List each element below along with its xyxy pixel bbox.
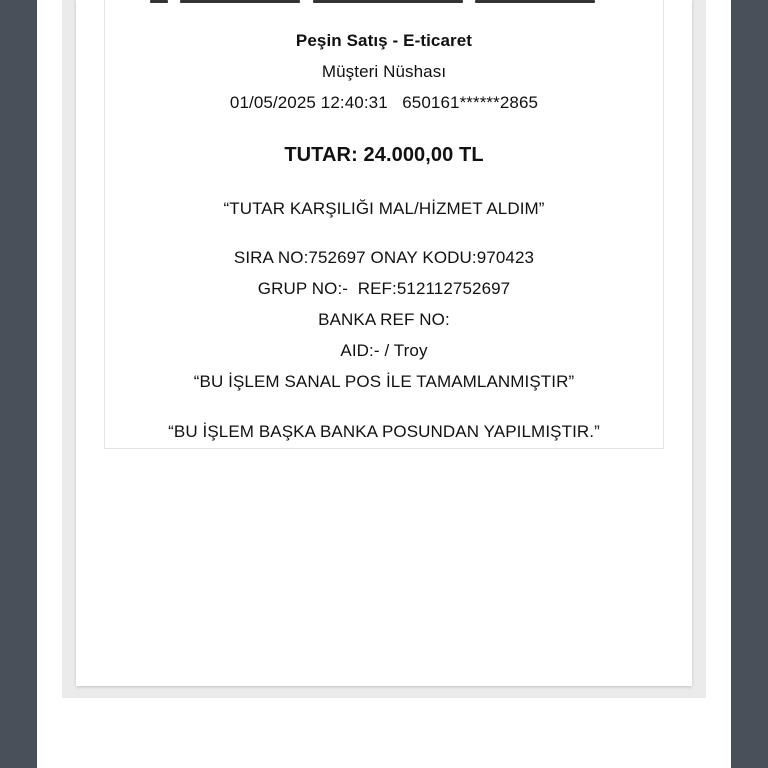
receipt-sira-onay: SIRA NO:752697 ONAY KODU:970423 [233,248,535,267]
receipt-banka-ref: BANKA REF NO: [318,310,450,329]
receipt-datetime-card: 01/05/2025 12:40:31 650161******2865 [229,93,539,112]
receipt-aid: AID:- / Troy [340,341,428,360]
receipt-statement: “TUTAR KARŞILIĞI MAL/HİZMET ALDIM” [223,199,545,218]
receipt-title: Peşin Satış - E-ticaret [295,31,473,50]
receipt-copy-type: Müşteri Nüshası [321,62,447,81]
receipt-grup-ref: GRUP NO:- REF:512112752697 [257,279,511,298]
receipt-sanal-pos-note: “BU İŞLEM SANAL POS İLE TAMAMLANMIŞTIR” [193,372,575,391]
receipt-baska-banka-note: “BU İŞLEM BAŞKA BANKA POSUNDAN YAPILMIŞTIR.” [168,422,600,441]
receipt-amount: TUTAR: 24.000,00 TL [284,144,484,166]
cropped-text-line [150,0,610,4]
